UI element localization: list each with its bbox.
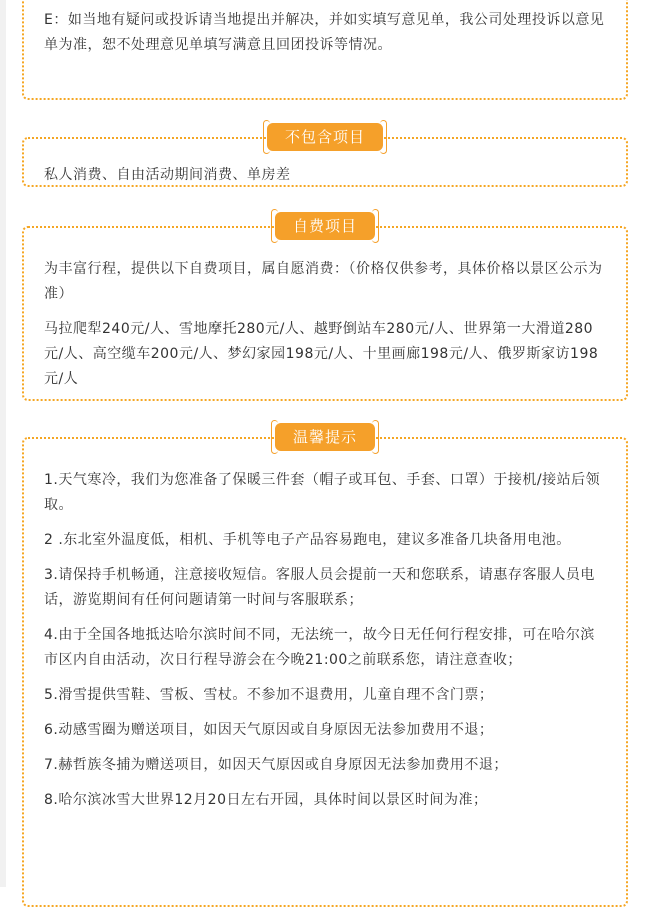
optional-box [22, 226, 628, 401]
tip-item: 1.天气寒冷，我们为您准备了保暖三件套（帽子或耳包、手套、口罩）于接机/接站后领取。 [44, 472, 601, 513]
tip-item: 3.请保持手机畅通，注意接收短信。客服人员会提前一天和您联系，请惠存客服人员电话，游览期间有任何问题请第一时间与客服联系； [44, 567, 595, 608]
tip-item: 5.滑雪提供雪鞋、雪板、雪杖。不参加不退费用，儿童自理不含门票； [44, 687, 494, 703]
tip-item: 2 .东北室外温度低，相机、手机等电子产品容易跑电，建议多准备几块备用电池。 [44, 532, 571, 548]
excluded-title: 不包含项目 [267, 123, 383, 151]
page-edge-strip [0, 0, 6, 887]
tip-item: 8.哈尔滨冰雪大世界12月20日左右开园，具体时间以景区时间为准； [44, 792, 488, 808]
complaint-note-text: E：如当地有疑问或投诉请当地提出并解决，并如实填写意见单，我公司处理投诉以意见单为准，恕不处理意见单填写满意且回团投诉等情况。 [44, 12, 605, 53]
tip-item: 4.由于全国各地抵达哈尔滨时间不同，无法统一，故今日无任何行程安排，可在哈尔滨市区内自由活动，次日行程导游会在今晚21:00之前联系您，请注意查收； [44, 627, 595, 668]
optional-title: 自费项目 [275, 212, 375, 240]
complaint-note-box [22, 0, 628, 100]
tips-title: 温馨提示 [275, 423, 375, 451]
optional-intro: 为丰富行程，提供以下自费项目，属自愿消费：（价格仅供参考，具体价格以景区公示为准） [44, 261, 603, 302]
tips-box [22, 437, 628, 907]
excluded-text: 私人消费、自由活动期间消费、单房差 [44, 167, 291, 183]
tip-item: 7.赫哲族冬捕为赠送项目，如因天气原因或自身原因无法参加费用不退； [44, 757, 508, 773]
tip-item: 6.动感雪圈为赠送项目，如因天气原因或自身原因无法参加费用不退； [44, 722, 494, 738]
optional-items: 马拉爬犁240元/人、雪地摩托280元/人、越野倒站车280元/人、世界第一大滑道280元/人、高空缆车200元/人、梦幻家园198元/人、十里画廊198元/人、俄罗斯家访198元/人 [44, 321, 599, 387]
